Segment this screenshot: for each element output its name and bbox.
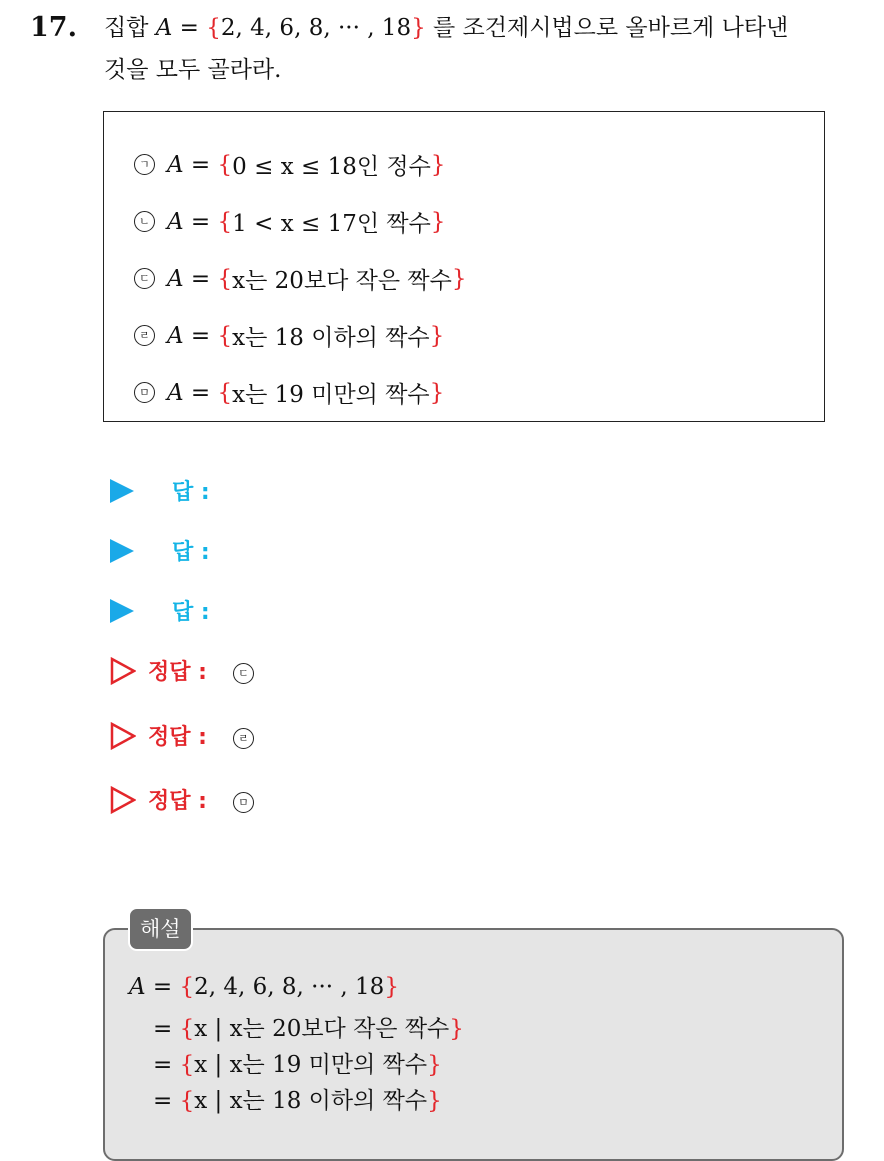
correct-answer-row: [110, 784, 254, 815]
option-mark: ㄴ: [134, 211, 155, 232]
option-item[interactable]: ㄷ A = { x는 20보다 작은 짝수 }: [134, 262, 467, 295]
outline-triangle-icon: [110, 657, 136, 685]
answer-blank-row[interactable]: [110, 595, 210, 626]
question-set-elements: 2, 4, 6, 8, ··· , 18: [220, 15, 412, 41]
question-text-pre: 집합: [104, 15, 156, 41]
question-text-post: 를 조건제시법으로 올바르게 나타낸: [425, 15, 789, 41]
option-mark: ㅁ: [134, 382, 155, 403]
solution-condition: x | x는 19 미만의 짝수: [194, 1052, 428, 1078]
answer-blank-row[interactable]: [110, 535, 210, 566]
question-number: 17.: [30, 12, 77, 43]
outline-triangle-icon: [110, 786, 136, 814]
solution-line: = {x | x는 19 미만의 짝수}: [153, 1052, 442, 1078]
question-text-line2: 것을 모두 골라라.: [104, 57, 282, 83]
option-mark: ㄱ: [134, 154, 155, 175]
options-box: [103, 111, 825, 422]
answer-label: 답 :: [172, 540, 210, 565]
correct-answer-label: 정답 :: [148, 725, 207, 750]
correct-answer-label: 정답 :: [148, 660, 207, 685]
solution-set: 2, 4, 6, 8, ··· , 18: [194, 974, 385, 1000]
option-item[interactable]: ㄱ A = { 0 ≤ x ≤ 18인 정수 }: [134, 148, 445, 181]
answer-label: 답 :: [172, 480, 210, 505]
play-triangle-icon: [110, 479, 134, 503]
solution-box: [103, 928, 844, 1161]
option-condition: 1 < x ≤ 17인 짝수: [232, 211, 431, 237]
question-set-var: A: [155, 15, 173, 41]
option-lhs: A: [167, 151, 184, 178]
option-lhs: A: [167, 379, 184, 406]
question-lbrace: {: [206, 15, 221, 41]
question-eq: =: [172, 15, 207, 41]
correct-answer-label: 정답 :: [148, 789, 207, 814]
correct-answer-row: [110, 655, 254, 686]
play-triangle-icon: [110, 539, 134, 563]
option-item[interactable]: ㄹ A = { x는 18 이하의 짝수 }: [134, 319, 444, 352]
solution-line: = {x | x는 18 이하의 짝수}: [153, 1088, 442, 1114]
option-condition: x는 19 미만의 짝수: [232, 382, 430, 408]
solution-tag: 해설: [128, 907, 193, 951]
play-triangle-icon: [110, 599, 134, 623]
correct-answer-mark: ㅁ: [233, 792, 254, 813]
option-condition: 0 ≤ x ≤ 18인 정수: [232, 154, 431, 180]
question-text-line1: [104, 10, 788, 46]
answer-blank-row[interactable]: [110, 475, 210, 506]
correct-answer-mark: ㄷ: [233, 663, 254, 684]
option-item[interactable]: ㄴ A = { 1 < x ≤ 17인 짝수 }: [134, 205, 445, 238]
solution-condition: x | x는 20보다 작은 짝수: [194, 1016, 450, 1042]
solution-condition: x | x는 18 이하의 짝수: [194, 1088, 428, 1114]
question-rbrace: }: [411, 15, 426, 41]
solution-line: = {x | x는 20보다 작은 짝수}: [153, 1016, 464, 1042]
option-lhs: A: [167, 265, 184, 292]
solution-lhs: A =: [129, 974, 180, 1000]
answer-label: 답 :: [172, 600, 210, 625]
option-lhs: A: [167, 208, 184, 235]
correct-answer-mark: ㄹ: [233, 728, 254, 749]
option-item[interactable]: ㅁ A = { x는 19 미만의 짝수 }: [134, 376, 444, 409]
solution-line: A = {2, 4, 6, 8, ··· , 18}: [129, 974, 399, 1000]
option-lhs: A: [167, 322, 184, 349]
outline-triangle-icon: [110, 722, 136, 750]
option-mark: ㄷ: [134, 268, 155, 289]
option-condition: x는 20보다 작은 짝수: [232, 268, 452, 294]
option-condition: x는 18 이하의 짝수: [232, 325, 430, 351]
option-mark: ㄹ: [134, 325, 155, 346]
correct-answer-row: [110, 720, 254, 751]
